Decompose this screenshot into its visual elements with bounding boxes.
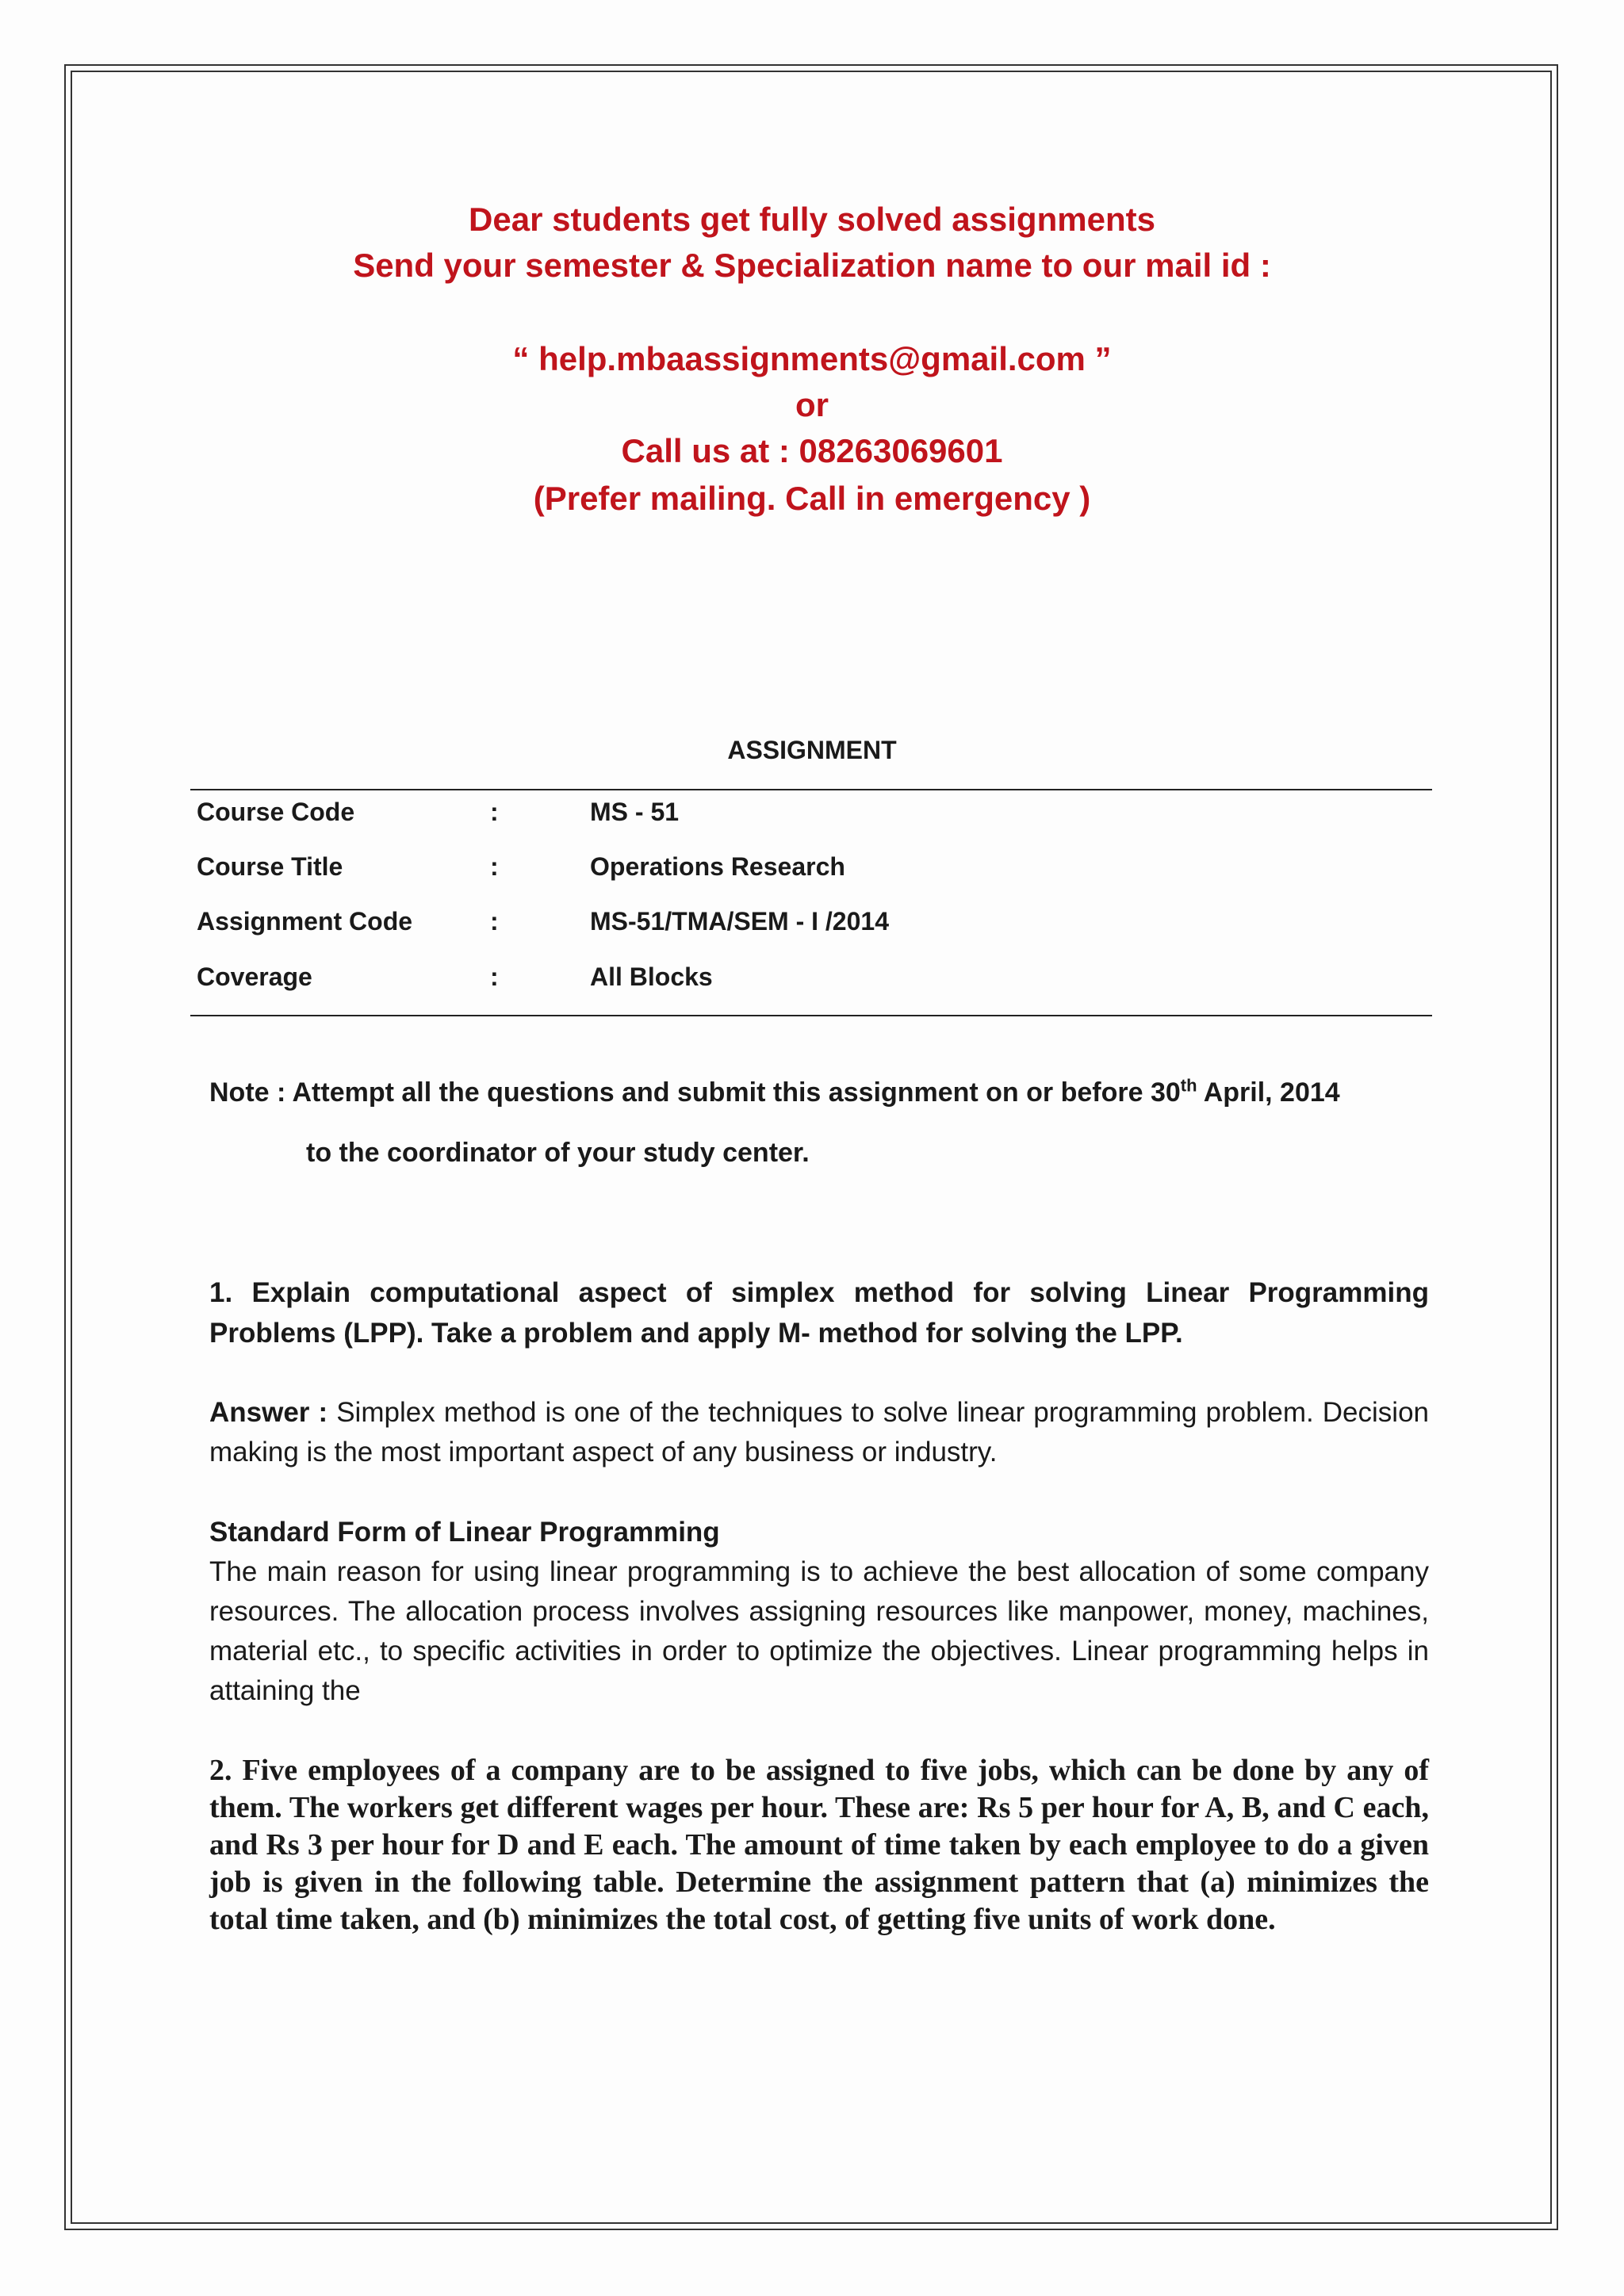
info-colon: : (490, 962, 499, 991)
note-date: April, 2014 (1197, 1077, 1340, 1108)
question-1: 1. Explain computational aspect of simplex method for solving Linear Programming Problems (LPP). Take a problem and apply M- method for solving the LPP. (209, 1277, 1429, 1349)
note-superscript: th (1180, 1075, 1197, 1096)
promo-email-line (0, 336, 1624, 382)
info-colon: : (490, 798, 499, 826)
info-value: Operations Research (590, 852, 845, 881)
promo-line-2 (0, 243, 1624, 289)
promo-line-1 (0, 197, 1624, 243)
info-label: Course Code (197, 798, 355, 826)
info-value: MS-51/TMA/SEM - I /2014 (590, 907, 889, 936)
promo-or-line (0, 382, 1624, 428)
note-line-2: to the coordinator of your study center. (306, 1138, 810, 1168)
promo-prefer-line (0, 476, 1624, 522)
promo-prefer-note: (Prefer mailing. Call in emergency ) (533, 480, 1091, 517)
promo-headline: Dear students get fully solved assignments (469, 201, 1155, 238)
info-value: MS - 51 (590, 798, 680, 826)
table-bottom-rule (190, 1015, 1432, 1016)
section-heading: Standard Form of Linear Programming (209, 1517, 720, 1548)
answer-text: Simplex method is one of the techniques to solve linear programming problem. Decision making is the most important aspect of any business or industry. (209, 1397, 1430, 1468)
table-top-rule (190, 789, 1432, 790)
info-row-course-code (197, 794, 1434, 829)
promo-or: or (795, 386, 829, 423)
section-paragraph: The main reason for using linear programming is to achieve the best allocation of some company resources. The allocation process involves assigning resources like manpower, money, machines, material etc., to specific activities in order to optimize the objectives. Linear programming helps in attaining the (209, 1556, 1429, 1706)
info-row-assignment-code (197, 904, 1434, 939)
info-row-course-title (197, 849, 1434, 884)
note-line-1 (209, 1075, 1431, 1110)
answer-label: Answer : (209, 1397, 328, 1428)
assignment-heading: ASSIGNMENT (727, 736, 897, 764)
promo-email: “ help.mbaassignments@gmail.com ” (512, 340, 1112, 377)
promo-phone: Call us at : 08263069601 (621, 432, 1003, 469)
question-2: 2. Five employees of a company are to be assigned to five jobs, which can be done by any of them. The workers get different wages per hour. These are: Rs 5 per hour for A, B, and C each, and Rs 3 per hour for D and E each. The amount of time taken by each employee to do a given job is given in the following table. Determine the assignment pattern that (a) minimizes the total time taken, and (b) minimizes the total cost, of getting five units of work done. (209, 1754, 1429, 1936)
info-value: All Blocks (590, 962, 713, 991)
note-text: Note : Attempt all the questions and submit this assignment on or before 30 (209, 1077, 1181, 1108)
promo-instruction: Send your semester & Specialization name to our mail id : (353, 247, 1271, 284)
info-label: Coverage (197, 962, 312, 991)
info-label: Assignment Code (197, 907, 413, 936)
info-colon: : (490, 907, 499, 936)
info-label: Course Title (197, 852, 343, 881)
promo-call-line (0, 428, 1624, 474)
answer-1 (209, 1393, 1429, 1472)
info-colon: : (490, 852, 499, 881)
info-row-coverage (197, 959, 1434, 994)
